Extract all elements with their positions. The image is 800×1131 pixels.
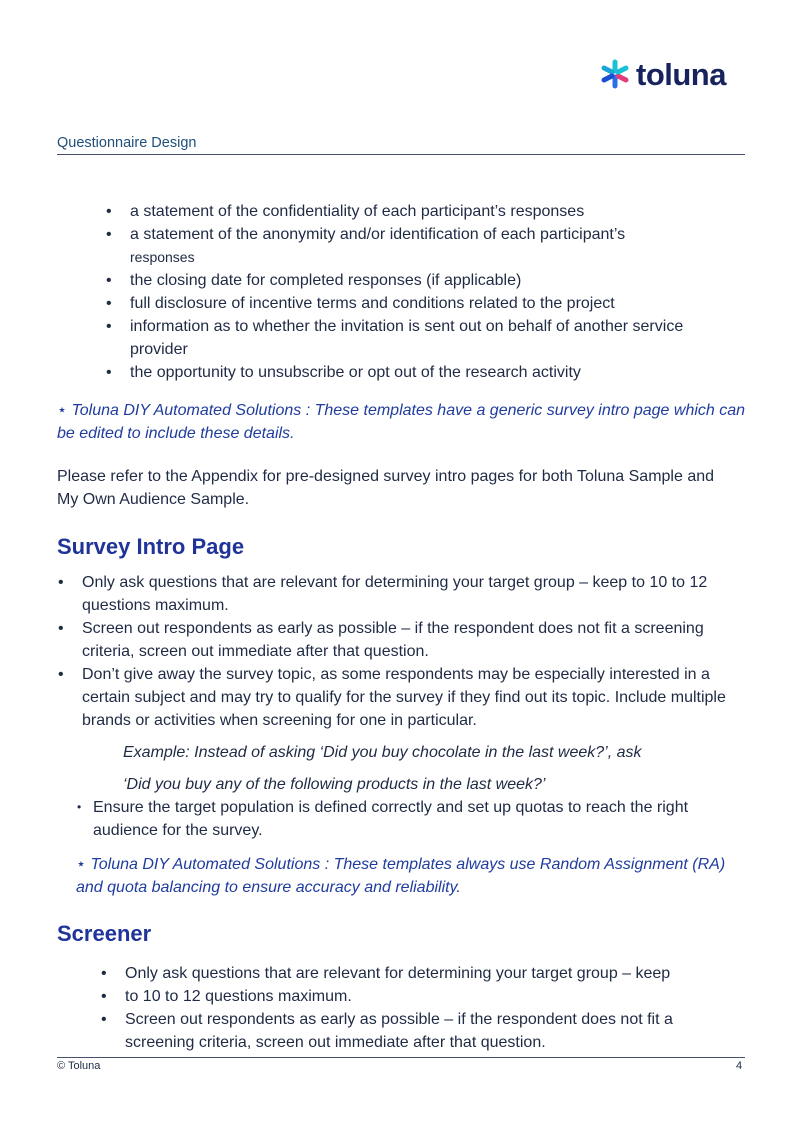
- list-item: • full disclosure of incentive terms and conditions related to the project: [106, 295, 615, 312]
- toluna-logo: [600, 56, 750, 92]
- example-line-1: Example: Instead of asking ‘Did you buy chocolate in the last week?’, ask: [123, 744, 642, 761]
- screener-bullet-list: [101, 962, 685, 1054]
- section-title-screener: Screener: [57, 921, 152, 946]
- list-item: • Only ask questions that are relevant for determining your target group – keep: [101, 965, 671, 982]
- list-item: • the closing date for completed responses (if applicable): [106, 272, 522, 289]
- footer-divider: [57, 1057, 745, 1058]
- logo-wordmark: toluna: [636, 56, 726, 92]
- list-item: • Screen out respondents as early as possible – if the respondent does not fit a screening criteria, screen out immediate after that question.: [58, 620, 704, 660]
- section-title-survey-intro: Survey Intro Page: [57, 534, 245, 559]
- example-line-2: ‘Did you buy any of the following products in the last week?’: [123, 776, 546, 793]
- quota-bullet-list: [77, 796, 713, 842]
- list-item: • Only ask questions that are relevant for determining your target group – keep to 10 to 12 questions maximum.: [58, 574, 708, 614]
- survey-intro-bullet-list: [58, 571, 732, 732]
- list-item-continuation: responses: [130, 249, 195, 265]
- list-item: • Screen out respondents as early as possible – if the respondent does not fit a screening criteria, screen out immediate after that question.: [101, 1011, 673, 1051]
- header-title: Questionnaire Design: [57, 135, 197, 151]
- list-item: • to 10 to 12 questions maximum.: [101, 988, 352, 1005]
- page-header: [57, 134, 745, 155]
- list-item: • Don’t give away the survey topic, as some respondents may be especially interested in a certain subject and may try to qualify for the survey if they find out its topic. Include multiple brands or activities when screening for one in particular.: [58, 666, 726, 729]
- list-item: • a statement of the anonymity and/or identification of each participant’s: [106, 226, 626, 243]
- toluna-diy-note-ra: ⋆ Toluna DIY Automated Solutions : These templates always use Random Assignment (RA) and quota balancing to ensure accuracy and reliability.: [76, 856, 726, 896]
- list-item: • a statement of the confidentiality of each participant’s responses: [106, 203, 585, 220]
- page-number: 4: [736, 1060, 743, 1072]
- toluna-asterisk-icon: [600, 59, 630, 89]
- toluna-diy-note: ⋆ Toluna DIY Automated Solutions : These templates have a generic survey intro page which can be edited to include these details.: [57, 402, 746, 442]
- list-item: • the opportunity to unsubscribe or opt out of the research activity: [106, 364, 581, 381]
- list-item: • Ensure the target population is defined correctly and set up quotas to reach the right audience for the survey.: [77, 799, 689, 839]
- appendix-paragraph: Please refer to the Appendix for pre-designed survey intro pages for both Toluna Sample and My Own Audience Sample.: [57, 468, 715, 508]
- footer-copyright: © Toluna: [57, 1060, 101, 1072]
- intro-bullet-list: [106, 200, 730, 384]
- list-item: • information as to whether the invitation is sent out on behalf of another service provider: [106, 318, 684, 358]
